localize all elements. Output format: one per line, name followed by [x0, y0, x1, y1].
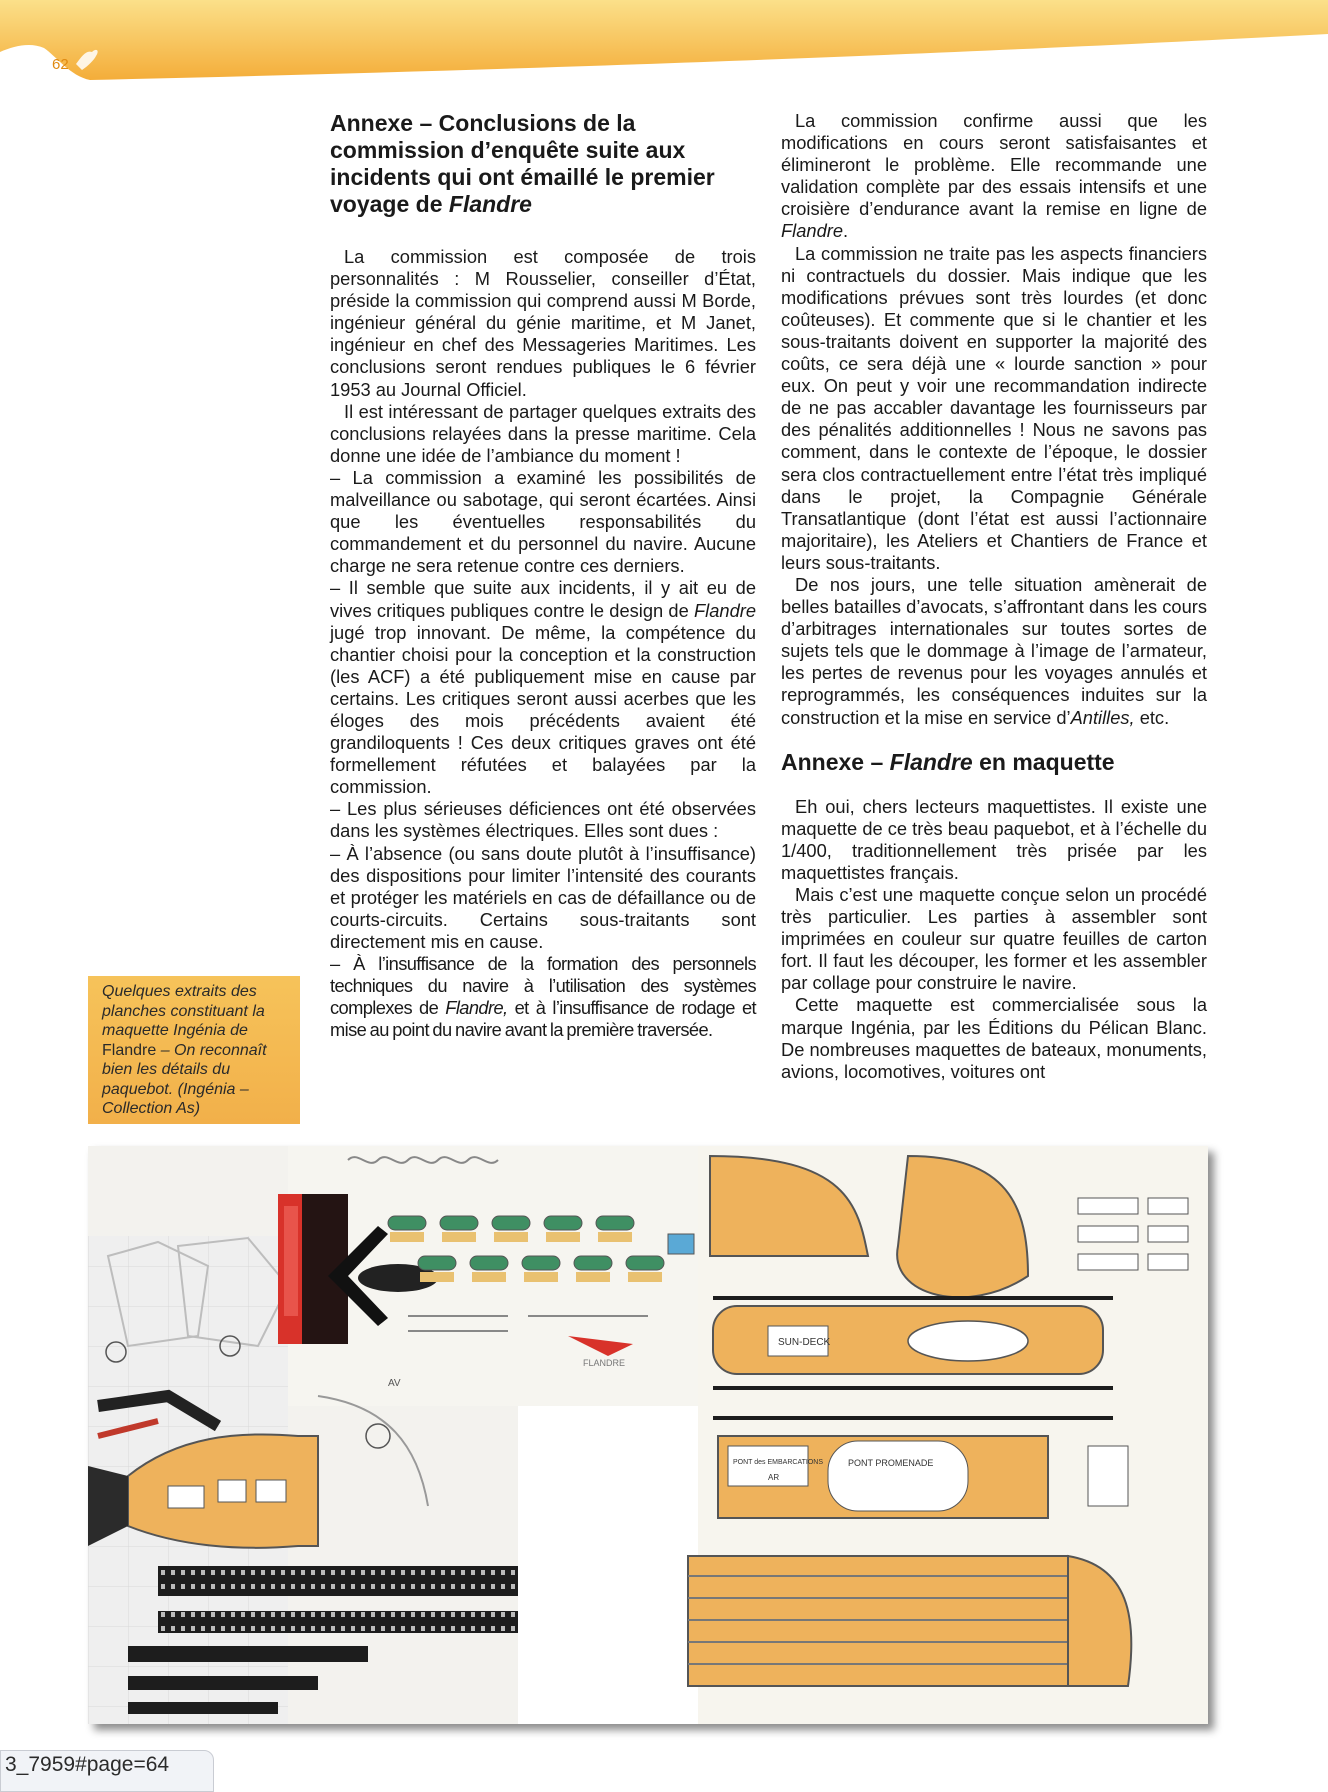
paragraph: Cette maquette est commercialisée sous la marque Ingénia, par les Éditions du Pélican Blanc. De nombreuses maquettes de bateaux, monuments, avions, locomotives, voitures ont	[781, 994, 1207, 1082]
heading-text: Annexe – Conclusions de la commission d’enquête suite aux incidents qui ont émaillé le premier voyage de	[330, 110, 715, 217]
text-run: etc.	[1134, 706, 1170, 728]
page-number: 62	[52, 56, 69, 73]
paragraph: Il est intéressant de partager quelques extraits des conclusions relayées dans la presse maritime. Cela donne une idée de l’ambiance du moment !	[330, 400, 756, 466]
ship-name: Flandre	[694, 599, 756, 621]
right-column	[781, 110, 1207, 1083]
paragraph: – À l’absence (ou sans doute plutôt à l’insuffisance) des dispositions pour limiter l’intensité des courants et protéger les matériels en cas de défaillance ou de courts-circuits. Certains sous-traitants sont directement mis en cause.	[330, 842, 756, 952]
paragraph	[330, 953, 756, 1041]
left-column	[330, 110, 756, 1041]
paragraph	[781, 574, 1207, 729]
text-run: – Il semble que suite aux incidents, il y ait eu de vives critiques publiques contre le design de	[330, 577, 756, 621]
heading-ship-name: Flandre	[448, 191, 532, 217]
text-run: La commission confirme aussi que les modifications en cours seront satisfaisantes et élimineront le problème. Elle recommande une validation complète par des essais intensifs et une croisière d’endurance avant la remise en ligne de	[781, 110, 1207, 220]
model-sheets-drawing	[88, 1146, 1208, 1724]
text-run: De nos jours, une telle situation amènerait de belles batailles d’avocats, s’affrontant dans les cours d’arbitrages internationales sur toutes sortes de sujets tels que le dommage à l’image de l’armateur, les pertes de revenus pour les voyages annulés et reprogrammés, les conséquences induites sur la construction et la mise en service d’	[781, 573, 1207, 728]
paragraph	[330, 577, 756, 798]
ship-name: Flandre	[781, 220, 843, 242]
figure-label-sun-deck: SUN-DECK	[778, 1337, 831, 1348]
figure-label-pont-promenade: PONT PROMENADE	[848, 1458, 934, 1468]
ship-name: Antilles,	[1070, 706, 1135, 728]
text-run: – À l’insuffisance de la formation des personnels techniques du navire à l’utilisation des systèmes complexes de	[330, 953, 756, 1019]
annex-heading-commission	[330, 110, 756, 218]
heading-ship-name: Flandre	[889, 748, 973, 775]
heading-text: en maquette	[972, 748, 1115, 775]
header-band	[0, 0, 1328, 82]
paragraph: Mais c’est une maquette conçue selon un procédé très particulier. Les parties à assembler sont imprimées en couleur sur quatre feuilles de carton fort. Il faut les découper, les former et les assembler par collage pour construire le navire.	[781, 884, 1207, 994]
text-run: et à l’insuffisance de rodage et mise au point du navire avant la première traversée.	[330, 997, 756, 1041]
figure-label-av: AV	[388, 1378, 401, 1389]
paragraph: La commission ne traite pas les aspects financiers ni contractuels du dossier. Mais indique que les modifications prévues sont très lourdes (et donc coûteuses). Et commente que si le chantier et les sous-traitants doivent en supporter la majorité des coûts, ce sera déjà une « lourde sanction » pour eux. On peut y voir une recommandation indirecte de ne pas accabler davantage les fournisseurs par des pénalités additionnelles ! Nous ne savons pas comment, dans le contexte de l’époque, le dossier sera clos contractuellement entre l’état très impliqué dans le projet, la Compagnie Générale Transatlantique (dont l’état est aussi l’actionnaire majoritaire), les Ateliers et Chantiers de France et leurs sous-traitants.	[781, 242, 1207, 573]
figure-label-ar: AR	[768, 1473, 780, 1482]
figure-caption	[88, 976, 300, 1124]
heading-text: Annexe –	[781, 748, 890, 775]
paper-model-sheets-image	[88, 1146, 1208, 1724]
caption-ship-name: Flandre	[102, 1041, 157, 1059]
annex-heading-model	[781, 749, 1207, 776]
ship-name: Flandre,	[445, 997, 508, 1019]
paragraph: – Les plus sérieuses déficiences ont été observées dans les systèmes électriques. Elles sont dues :	[330, 798, 756, 842]
paragraph: – La commission a examiné les possibilités de malveillance ou sabotage, qui seront écartées. Ainsi que les éventuelles responsabilités du commandement et du personnel du navire. Aucune charge ne sera retenue contre ces derniers.	[330, 466, 756, 577]
figure-label-pont-embarcations: PONT des EMBARCATIONS	[733, 1459, 823, 1466]
paragraph	[781, 110, 1207, 243]
caption-text: – On reconnaît bien les détails du paquebot. (Ingénia – Collection As)	[102, 1041, 267, 1117]
url-text: 3_7959#page=64	[5, 1753, 170, 1776]
figure-label-flandre: FLANDRE	[583, 1358, 626, 1368]
text-run: .	[843, 220, 849, 242]
caption-text: Quelques extraits des planches constituant la maquette Ingénia de	[102, 983, 265, 1039]
text-run: jugé trop innovant. De même, la compétence du chantier choisi pour la conception et la construction (les ACF) a été publiquement mise en cause par certains. Les critiques seront aussi acerbes que les éloges des mois précédents avaient été grandiloquents ! Ces deux critiques graves ont été formellement réfutées et balayées par la commission.	[330, 621, 756, 798]
url-tab[interactable]	[0, 1750, 214, 1792]
paragraph: La commission est composée de trois personnalités : M Rousselier, conseiller d’État, préside la commission qui comprend aussi M Borde, ingénieur général du génie maritime, et M Janet, ingénieur en chef des Messageries Maritimes. Les conclusions seront rendues publiques le 6 février 1953 au Journal Officiel.	[330, 246, 756, 400]
header-wave	[0, 0, 1328, 80]
paragraph: Eh oui, chers lecteurs maquettistes. Il existe une maquette de ce très beau paquebot, et à l’échelle du 1/400, traditionnellement très prisée par les maquettistes français.	[781, 795, 1207, 883]
